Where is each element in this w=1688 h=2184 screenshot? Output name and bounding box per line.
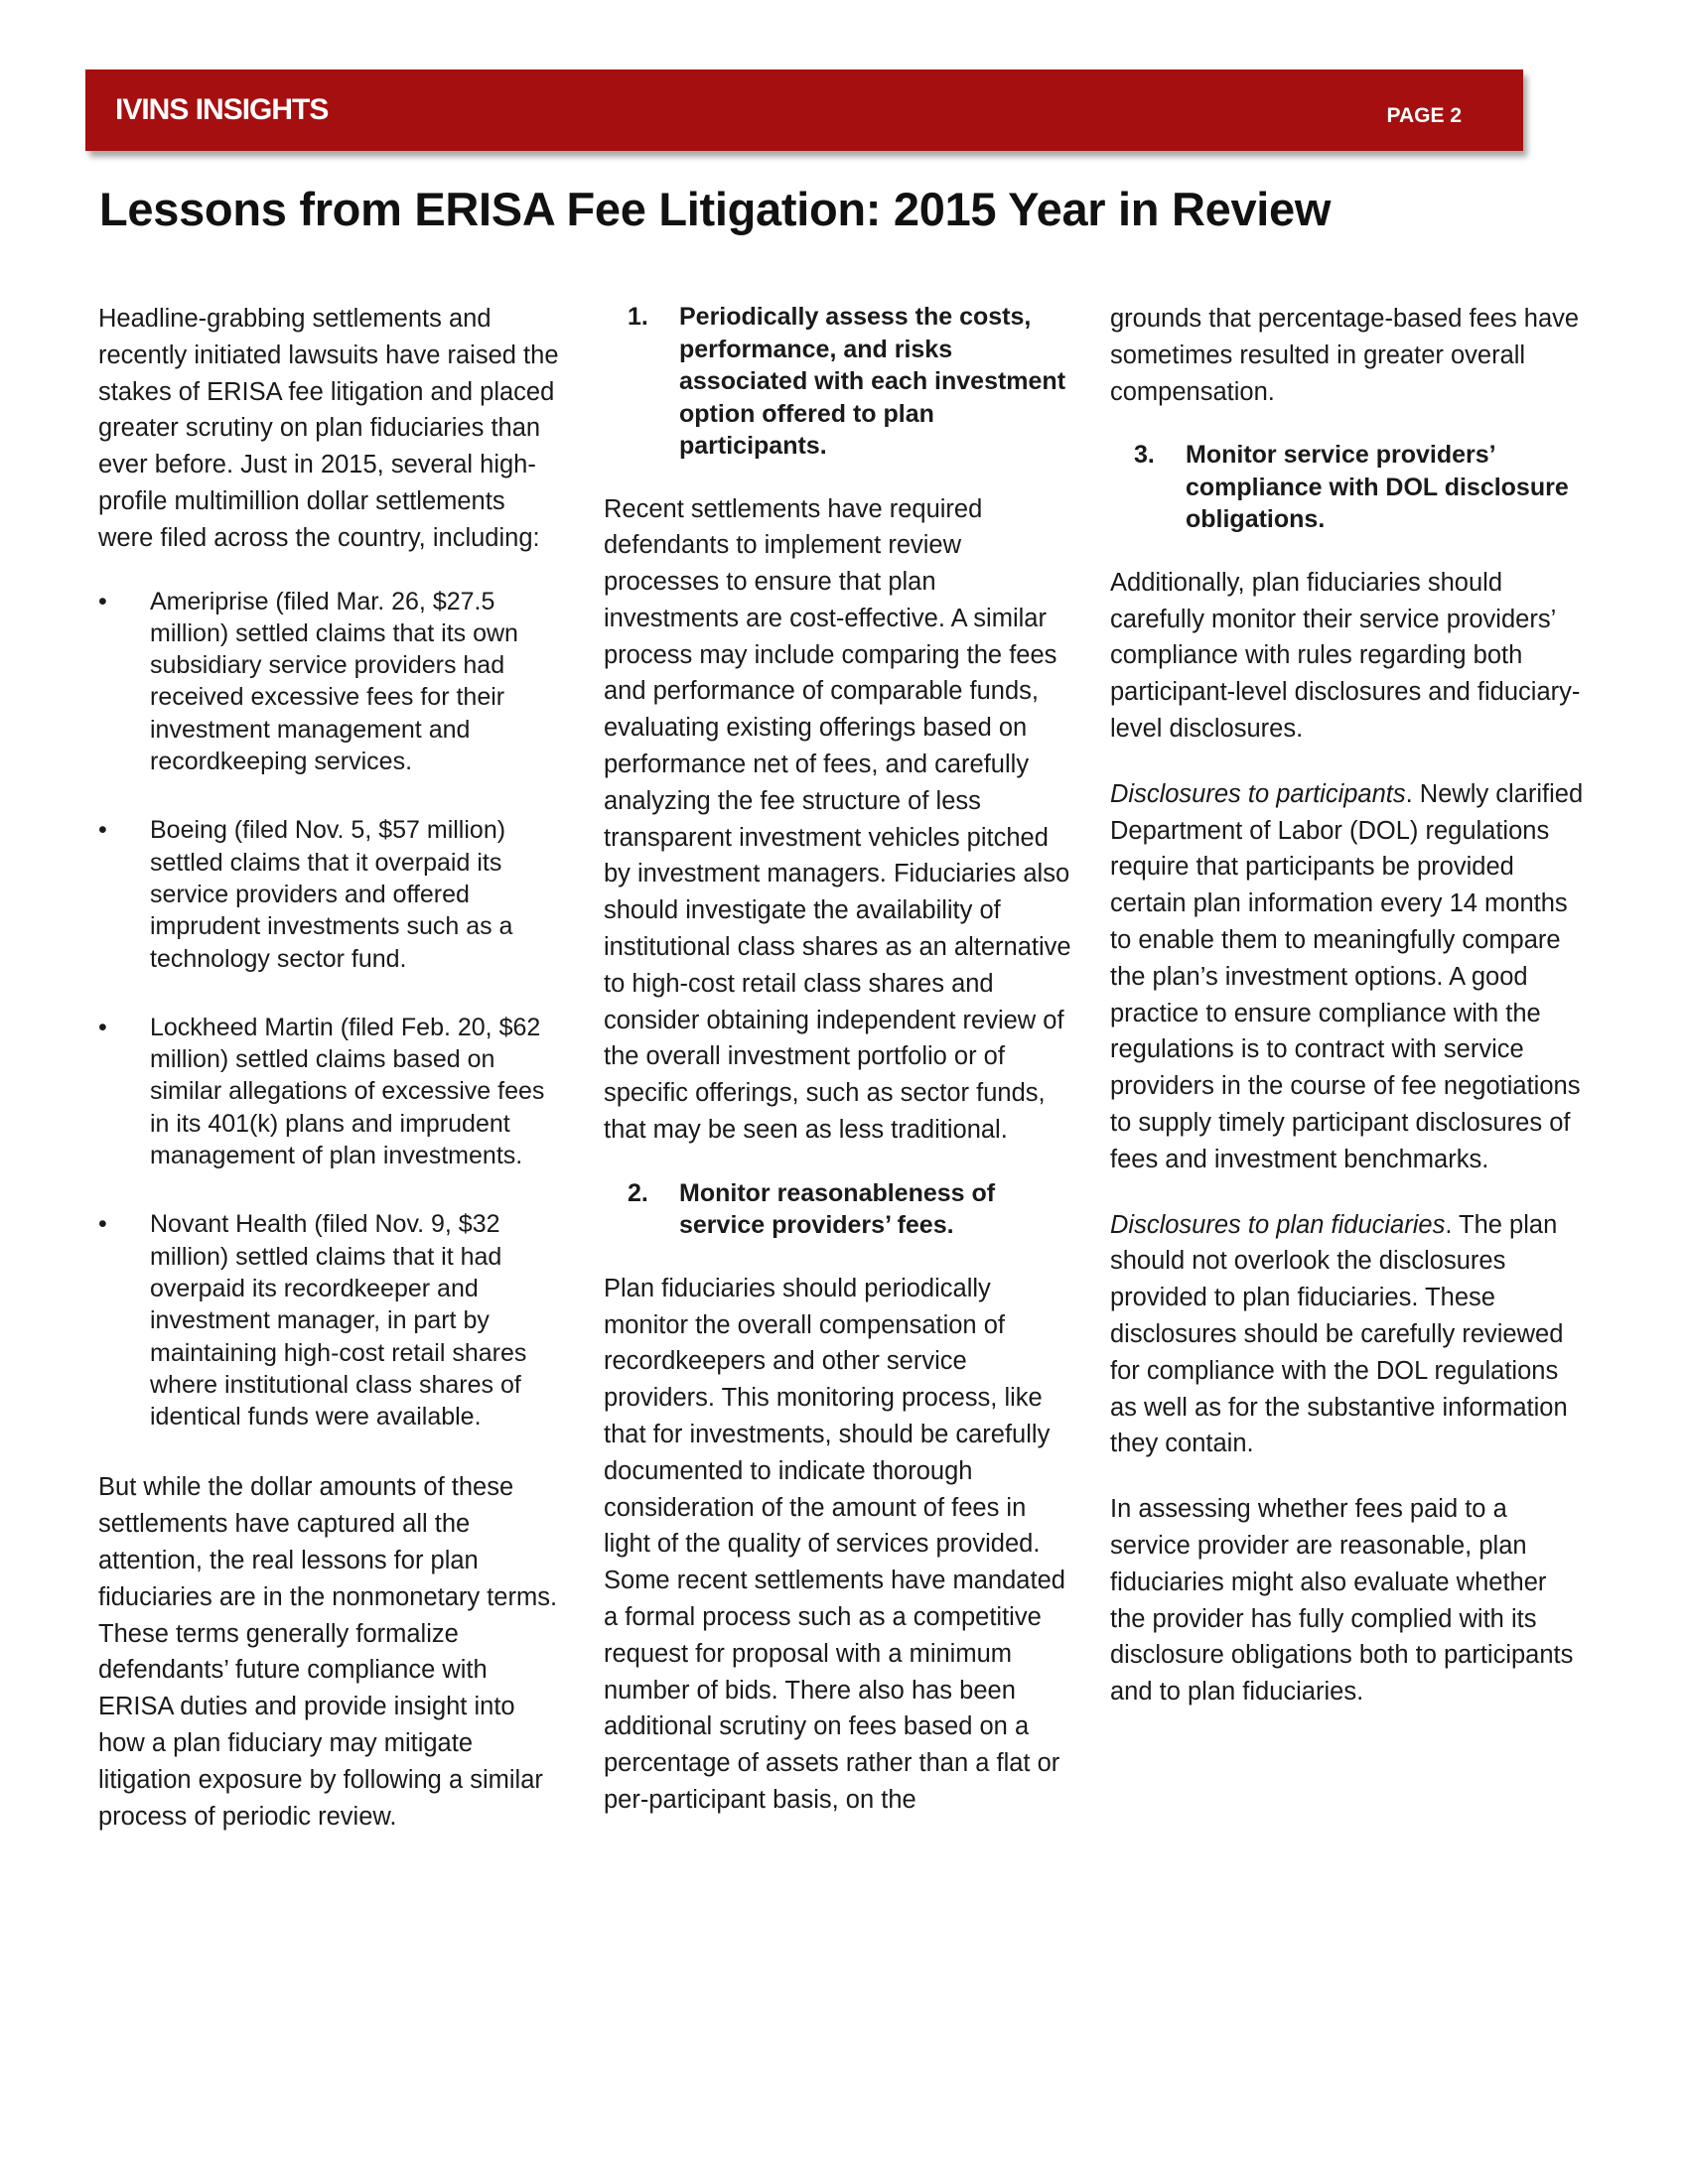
- header-banner: [85, 69, 1523, 151]
- heading-text: Periodically assess the costs, performance, and risks associated with each investment option offered to plan participants.: [679, 303, 1066, 460]
- list-item: • Ameriprise (filed Mar. 26, $27.5 million) settled claims that its own subsidiary service providers had received excessive fees for their investment management and recordkeeping services.: [98, 586, 565, 778]
- section-2-paragraph: Plan fiduciaries should periodically monitor the overall compensation of recordkeepers and other service providers. This monitoring process, like that for investments, should be carefully documented to indicate thorough consideration of the amount of fees in light of the quality of services provided. Some recent settlements have mandated a formal process such as a competitive request for proposal with a minimum number of bids. There also has been additional scrutiny on fees based on a percentage of assets rather than a flat or per-participant basis, on the: [604, 1274, 1065, 1814]
- lead-in-text: Disclosures to plan fiduciaries: [1110, 1210, 1446, 1239]
- paragraph-body: . Newly clarified Department of Labor (DOL) regulations require that participants be provided certain plan information every 14 months to enable them to meaningfully compare the plan’s investment options. A good practice to ensure compliance with the regulations is to contract with service providers in the course of fee negotiations to supply timely participant disclosures of fees and investment benchmarks.: [1110, 779, 1584, 1173]
- section-3-paragraph: Additionally, plan fiduciaries should carefully monitor their service providers’ compliance with rules regarding both participant-level disclosures and fiduciary-level disclosures.: [1110, 568, 1581, 744]
- intro-paragraph: Headline-grabbing settlements and recently initiated lawsuits have raised the stakes of ERISA fee litigation and placed greater scrutiny on plan fiduciaries than ever before. Just in 2015, several high-profile multimillion dollar settlements were filed across the country, including:: [98, 305, 559, 552]
- participants-disclosure-paragraph: [1110, 776, 1585, 1178]
- continuation-paragraph: grounds that percentage-based fees have sometimes resulted in greater overall compensation.: [1110, 305, 1580, 406]
- heading-text: Monitor reasonableness of service providers’ fees.: [679, 1178, 996, 1240]
- closing-paragraph: But while the dollar amounts of these settlements have captured all the attention, the real lessons for plan fiduciaries are in the nonmonetary terms. These terms generally formalize defendants’ future compliance with ERISA duties and provide insight into how a plan fiduciary may mitigate litigation exposure by following a similar process of periodic review.: [98, 1473, 558, 1831]
- section-1-paragraph: Recent settlements have required defendants to implement review processes to ensure that plan investments are cost-effective. A similar process may include comparing the fees and performance of comparable funds, evaluating existing offerings based on performance net of fees, and carefully analyzing the fee structure of less transparent investment vehicles pitched by investment managers. Fiduciaries also should investigate the availability of institutional class shares as an alternative to high-cost retail class shares and consider obtaining independent review of the overall investment portfolio or of specific offerings, such as sector funds, that may be seen as less traditional.: [604, 494, 1071, 1145]
- list-item: • Boeing (filed Nov. 5, $57 million) settled claims that it overpaid its service providers and offered imprudent investments such as a technology sector fund.: [98, 814, 565, 974]
- list-item: • Novant Health (filed Nov. 9, $32 million) settled claims that it had overpaid its recordkeeper and investment manager, in part by maintaining high-cost retail shares where institutional class shares of identical funds were available.: [98, 1208, 565, 1433]
- heading-number: 3.: [1134, 441, 1155, 470]
- section-heading-1: [604, 301, 1075, 463]
- page-number: PAGE 2: [1386, 104, 1462, 127]
- section-heading-3: [1110, 439, 1585, 536]
- heading-text: Monitor service providers’ compliance with DOL disclosure obligations.: [1186, 441, 1569, 534]
- lead-in-text: Disclosures to participants: [1110, 779, 1406, 808]
- column-left: [98, 301, 565, 1863]
- assessment-paragraph: In assessing whether fees paid to a service provider are reasonable, plan fiduciaries might also evaluate whether the provider has fully complied with its disclosure obligations both to participants and to plan fiduciaries.: [1110, 1495, 1574, 1706]
- brand-title: IVINS INSIGHTS: [115, 93, 329, 126]
- settlement-list: [98, 586, 565, 1433]
- section-heading-2: [604, 1177, 1075, 1242]
- heading-number: 2.: [628, 1178, 648, 1207]
- article-title: Lessons from ERISA Fee Litigation: 2015 Year in Review: [99, 183, 1332, 235]
- list-item: • Lockheed Martin (filed Feb. 20, $62 million) settled claims based on similar allegations of excessive fees in its 401(k) plans and imprudent management of plan investments.: [98, 1012, 565, 1171]
- column-middle: [604, 301, 1075, 1847]
- column-right: [1110, 301, 1585, 1739]
- heading-number: 1.: [628, 303, 648, 331]
- paragraph-body: . The plan should not overlook the disclosures provided to plan fiduciaries. These disclosures should be carefully reviewed for compliance with the DOL regulations as well as for the substantive information they contain.: [1110, 1210, 1568, 1458]
- fiduciaries-disclosure-paragraph: [1110, 1207, 1585, 1463]
